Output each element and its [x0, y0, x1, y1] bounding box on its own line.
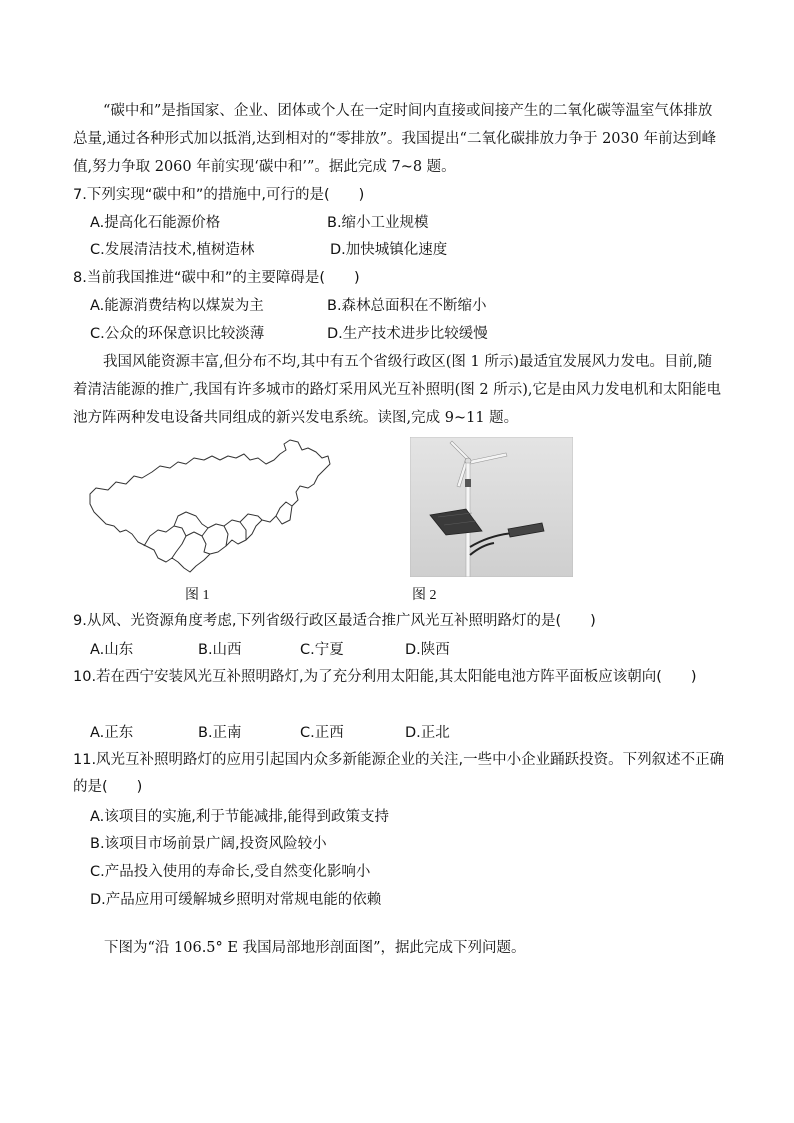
q9-option-a: A.山东: [90, 642, 134, 658]
q7-option-a: A.提高化石能源价格: [90, 215, 221, 231]
passage-carbon-neutral: “碳中和”是指国家、企业、团体或个人在一定时间内直接或间接产生的二氧化碳等温室气体排放总量,通过各种形式加以抵消,达到相对的“零排放”。我国提出“二氧化碳排放力争于 2030 年前达到峰值,努力争取 2060 年前实现‘碳中和’”。据此完成 7~8 题。: [73, 103, 717, 175]
q11-option-a: A.该项目的实施,利于节能减排,能得到政策支持: [90, 809, 389, 825]
question-8-stem: 8.当前我国推进“碳中和”的主要障碍是( ): [73, 270, 360, 286]
q10-option-a: A.正东: [90, 725, 134, 741]
figure-2-photo: [410, 437, 573, 577]
map-outline: [90, 440, 330, 572]
q10-option-c: C.正西: [300, 725, 344, 741]
question-11-stem: 11.风光互补照明路灯的应用引起国内众多新能源企业的关注,一些中小企业踊跃投资。下列叙述不正确的是( ): [73, 752, 725, 795]
province-border-2: [186, 532, 210, 554]
q11-option-d: D.产品应用可缓解城乡照明对常规电能的依赖: [90, 892, 382, 908]
q7-option-b: B.缩小工业规模: [327, 215, 429, 231]
q9-option-d: D.陕西: [405, 642, 450, 658]
figure-1-caption: 图 1: [185, 588, 210, 603]
province-border-5: [240, 514, 262, 522]
question-10-stem: 10.若在西宁安装风光互补照明路灯,为了充分利用太阳能,其太阳能电池方阵平面板应该朝向( ): [73, 669, 697, 685]
passage-terrain-profile: 下图为“沿 106.5° E 我国局部地形剖面图”，据此完成下列问题。: [104, 940, 526, 956]
figure-2-caption: 图 2: [412, 588, 437, 603]
q8-option-a: A.能源消费结构以煤炭为主: [90, 298, 264, 314]
province-border-1: [144, 526, 186, 558]
province-border-7: [276, 506, 292, 524]
q8-option-c: C.公众的环保意识比较淡薄: [90, 326, 265, 342]
passage-wind-solar: 我国风能资源丰富,但分布不均,其中有五个省级行政区(图 1 所示)最适宜发展风力发电。目前,随着清洁能源的推广,我国有许多城市的路灯采用风光互补照明(图 2 所示),它是由风力发电机和太阳能电池方阵两种发电设备共同组成的新兴发电系统。读图,完成 9~11 题。: [73, 354, 721, 426]
q9-option-b: B.山西: [198, 642, 242, 658]
q10-option-d: D.正北: [405, 725, 450, 741]
province-border-6: [174, 512, 208, 528]
q8-option-b: B.森林总面积在不断缩小: [327, 298, 487, 314]
q8-option-d: D.生产技术进步比较缓慢: [327, 326, 488, 342]
question-7-stem: 7.下列实现“碳中和”的措施中,可行的是( ): [73, 187, 365, 203]
q7-option-d: D.加快城镇化速度: [330, 242, 448, 258]
q10-option-b: B.正南: [198, 725, 242, 741]
question-9-stem: 9.从风、光资源角度考虑,下列省级行政区最适合推广风光互补照明路灯的是( ): [73, 613, 596, 629]
q9-option-c: C.宁夏: [300, 642, 344, 658]
figure-1-map: [86, 436, 334, 576]
q11-option-b: B.该项目市场前景广阔,投资风险较小: [90, 836, 327, 852]
q7-option-c: C.发展清洁技术,植树造林: [90, 242, 255, 258]
q11-option-c: C.产品投入使用的寿命长,受自然变化影响小: [90, 864, 371, 880]
